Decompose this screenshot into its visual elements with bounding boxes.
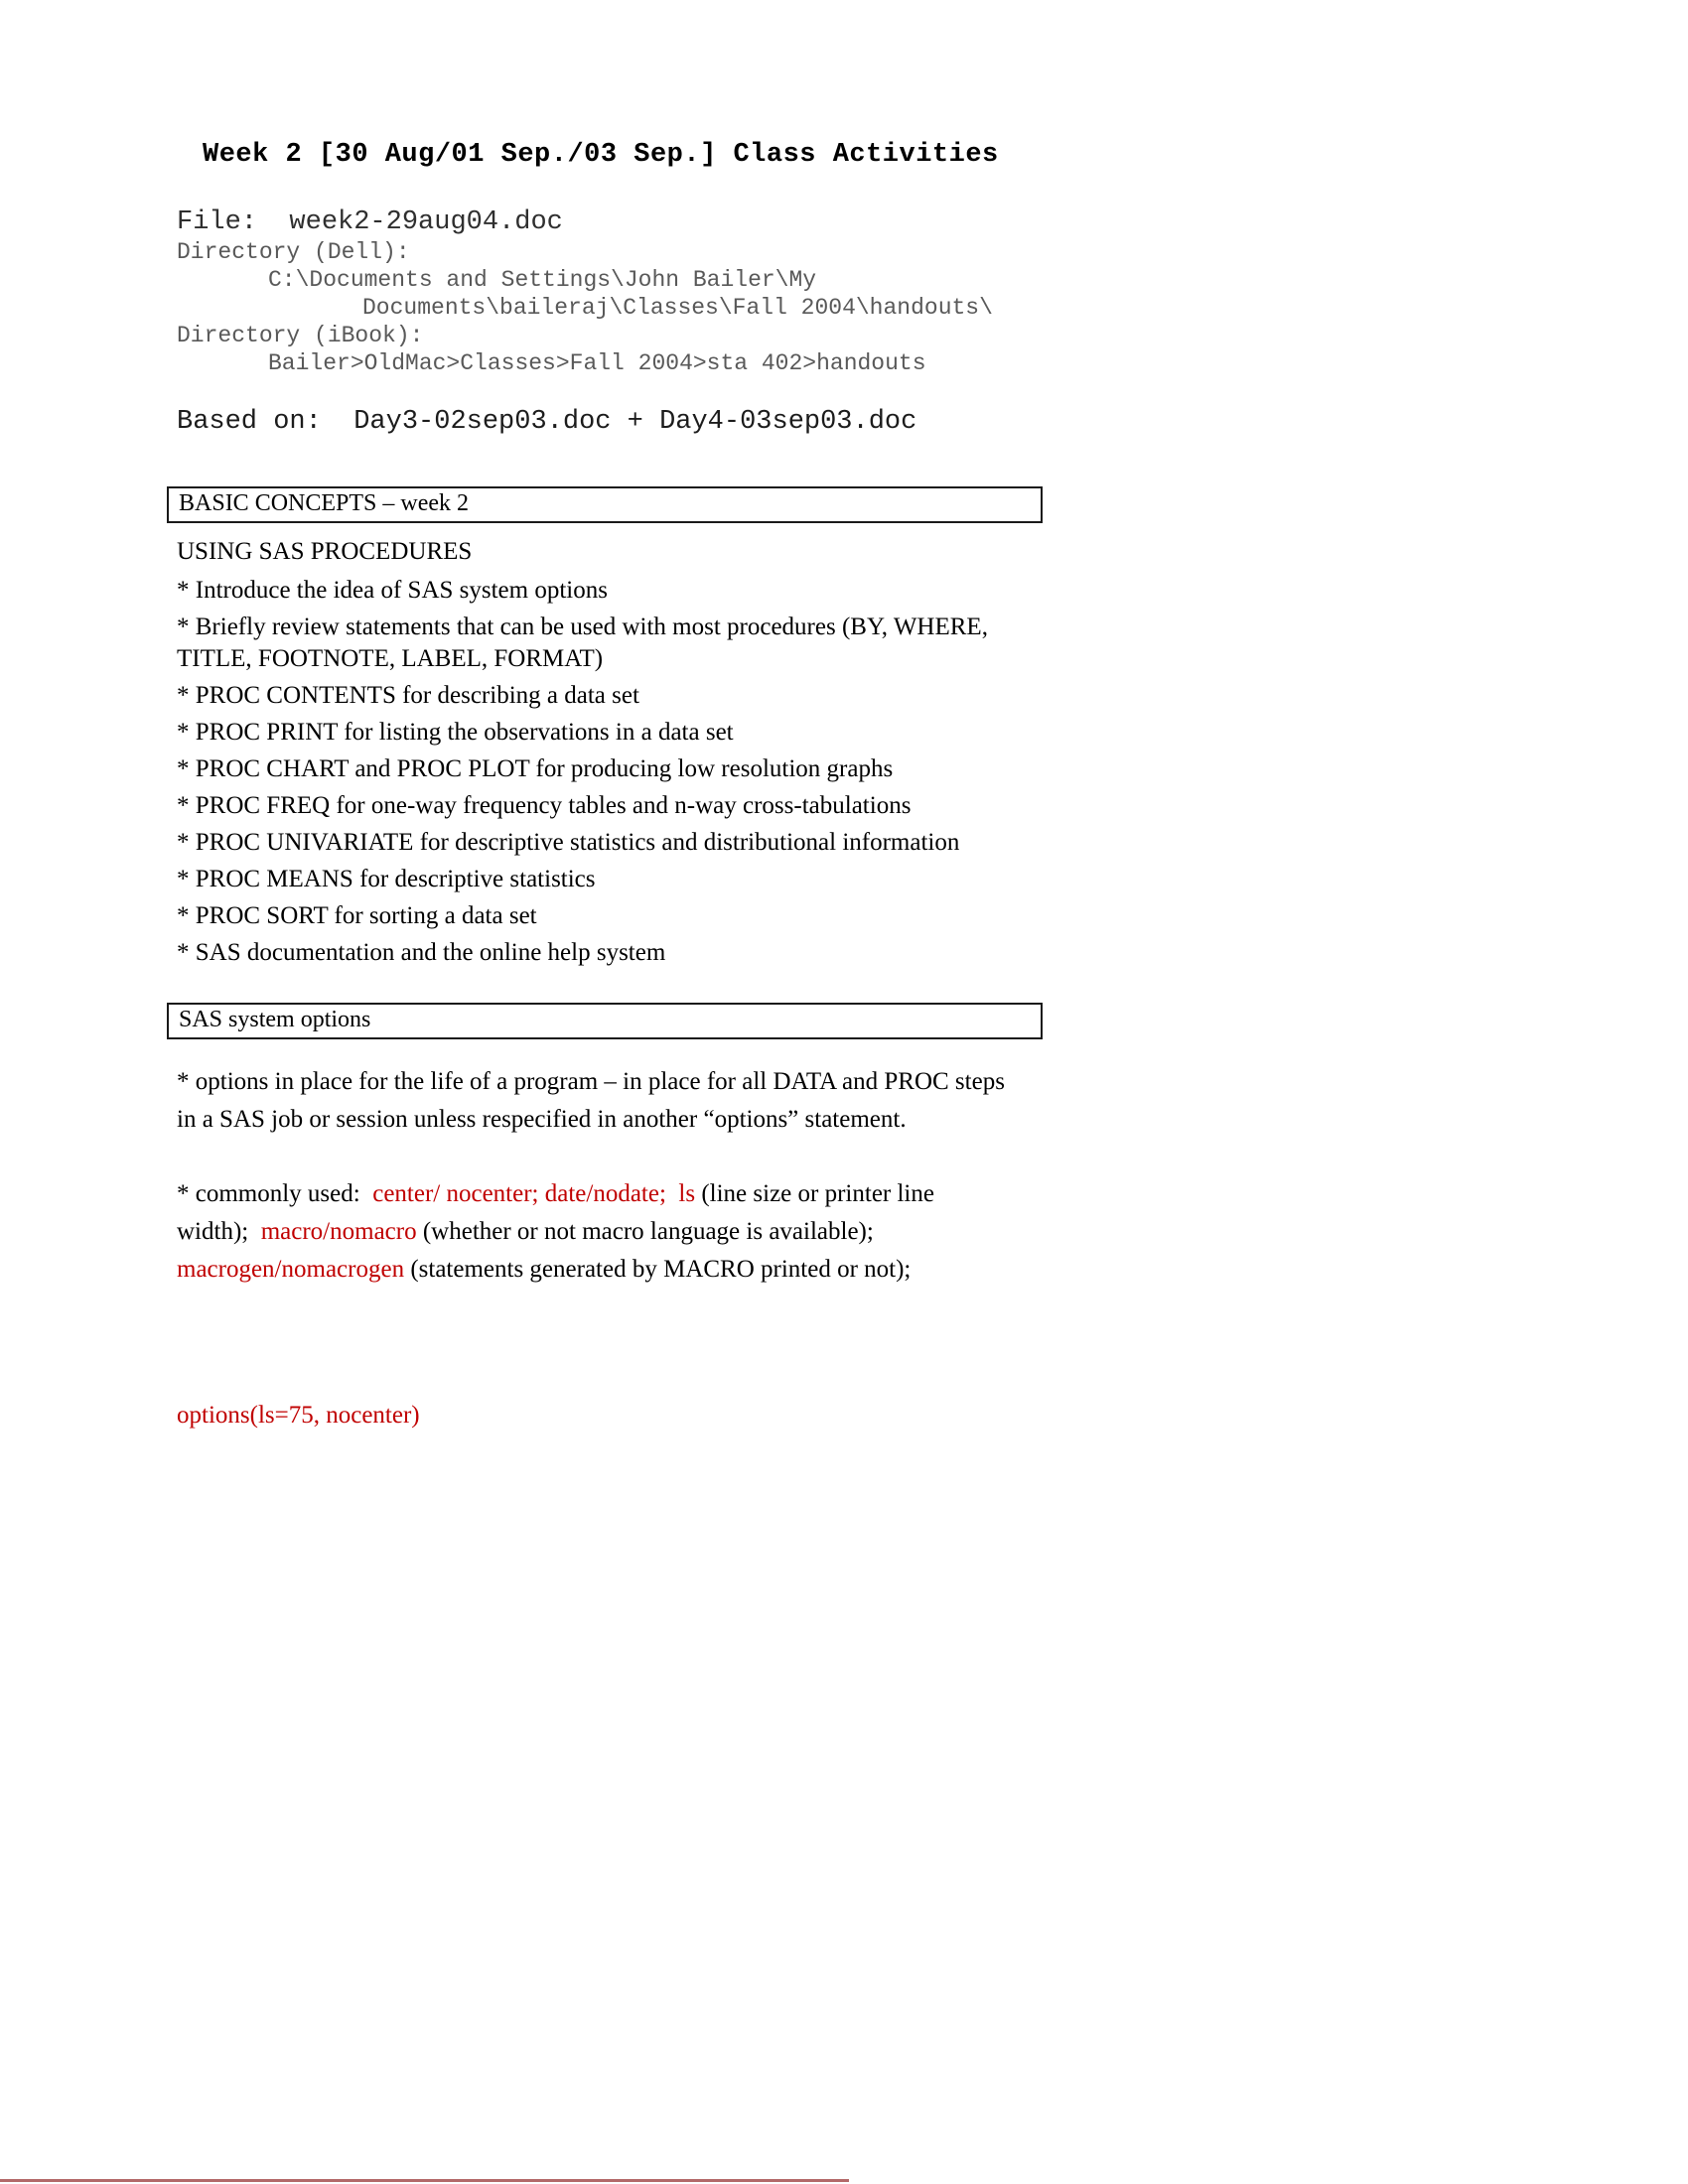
sas-option-macrogen-nomacrogen: macrogen/nomacrogen <box>177 1256 405 1283</box>
bullet-item-proc-univariate: * PROC UNIVARIATE for descriptive statistics and distributional information <box>177 829 960 856</box>
bullet-item-proc-sort: * PROC SORT for sorting a data set <box>177 902 537 929</box>
text-segment <box>666 1180 679 1207</box>
document-title: Week 2 [30 Aug/01 Sep./03 Sep.] Class Activities <box>203 140 999 170</box>
bullet-item-proc-print: * PROC PRINT for listing the observations in a data set <box>177 719 734 746</box>
bullet-item-proc-freq: * PROC FREQ for one-way frequency tables and n-way cross-tabulations <box>177 792 912 819</box>
options-lifetime-paragraph: * options in place for the life of a program – in place for all DATA and PROC steps in a SAS job or session unless respecified in another “options” statement. <box>177 1068 1012 1133</box>
options-statement-code-line: options(ls=75, nocenter) <box>177 1402 420 1429</box>
bullet-item-proc-means: * PROC MEANS for descriptive statistics <box>177 866 596 892</box>
document-content <box>177 139 1053 1432</box>
sas-option-macro-nomacro: macro/nomacro <box>260 1218 417 1245</box>
based-on-line: Based on: Day3-02sep03.doc + Day4-03sep03.doc <box>177 407 917 437</box>
file-name-line: File: week2-29aug04.doc <box>177 207 563 237</box>
commonly-used-options-paragraph <box>177 1175 1006 1289</box>
directory-dell-path-1: C:\Documents and Settings\John Bailer\My <box>268 267 817 293</box>
directory-ibook-label: Directory (iBook): <box>177 323 424 348</box>
text-segment: (statements generated by MACRO printed or not); <box>404 1256 912 1283</box>
sas-option-center-nocenter: center/ nocenter; <box>372 1180 539 1207</box>
using-sas-procedures-heading: USING SAS PROCEDURES <box>177 538 473 565</box>
text-segment: (line size or printer line width); <box>177 1180 941 1245</box>
text-segment: * commonly used: <box>177 1180 373 1207</box>
bullet-item-proc-contents: * PROC CONTENTS for describing a data set <box>177 682 639 709</box>
sas-option-date-nodate: date/nodate; <box>544 1180 666 1207</box>
section-header-sas-system-options-text: SAS system options <box>179 1007 371 1032</box>
section-header-basic-concepts <box>167 486 1043 523</box>
basic-concepts-bullet-list <box>177 575 1006 969</box>
directory-dell-path-2: Documents\baileraj\Classes\Fall 2004\handouts\ <box>362 295 993 321</box>
sas-option-ls: ls <box>678 1180 696 1207</box>
bullet-item-review-statements: * Briefly review statements that can be used with most procedures (BY, WHERE, TITLE, FOOTNOTE, LABEL, FORMAT) <box>177 614 994 672</box>
bullet-item-proc-chart-plot: * PROC CHART and PROC PLOT for producing low resolution graphs <box>177 755 894 782</box>
scan-edge-artifact <box>0 2179 849 2182</box>
text-segment: (whether or not macro language is available); <box>416 1218 881 1245</box>
section-header-basic-concepts-text: BASIC CONCEPTS – week 2 <box>179 490 470 516</box>
bullet-item-sas-system-options: * Introduce the idea of SAS system options <box>177 577 608 604</box>
bullet-item-sas-documentation: * SAS documentation and the online help system <box>177 939 666 966</box>
section-header-sas-system-options <box>167 1003 1043 1039</box>
directory-block <box>177 238 1053 377</box>
directory-ibook-path: Bailer>OldMac>Classes>Fall 2004>sta 402>handouts <box>268 350 926 376</box>
directory-dell-label: Directory (Dell): <box>177 239 410 265</box>
